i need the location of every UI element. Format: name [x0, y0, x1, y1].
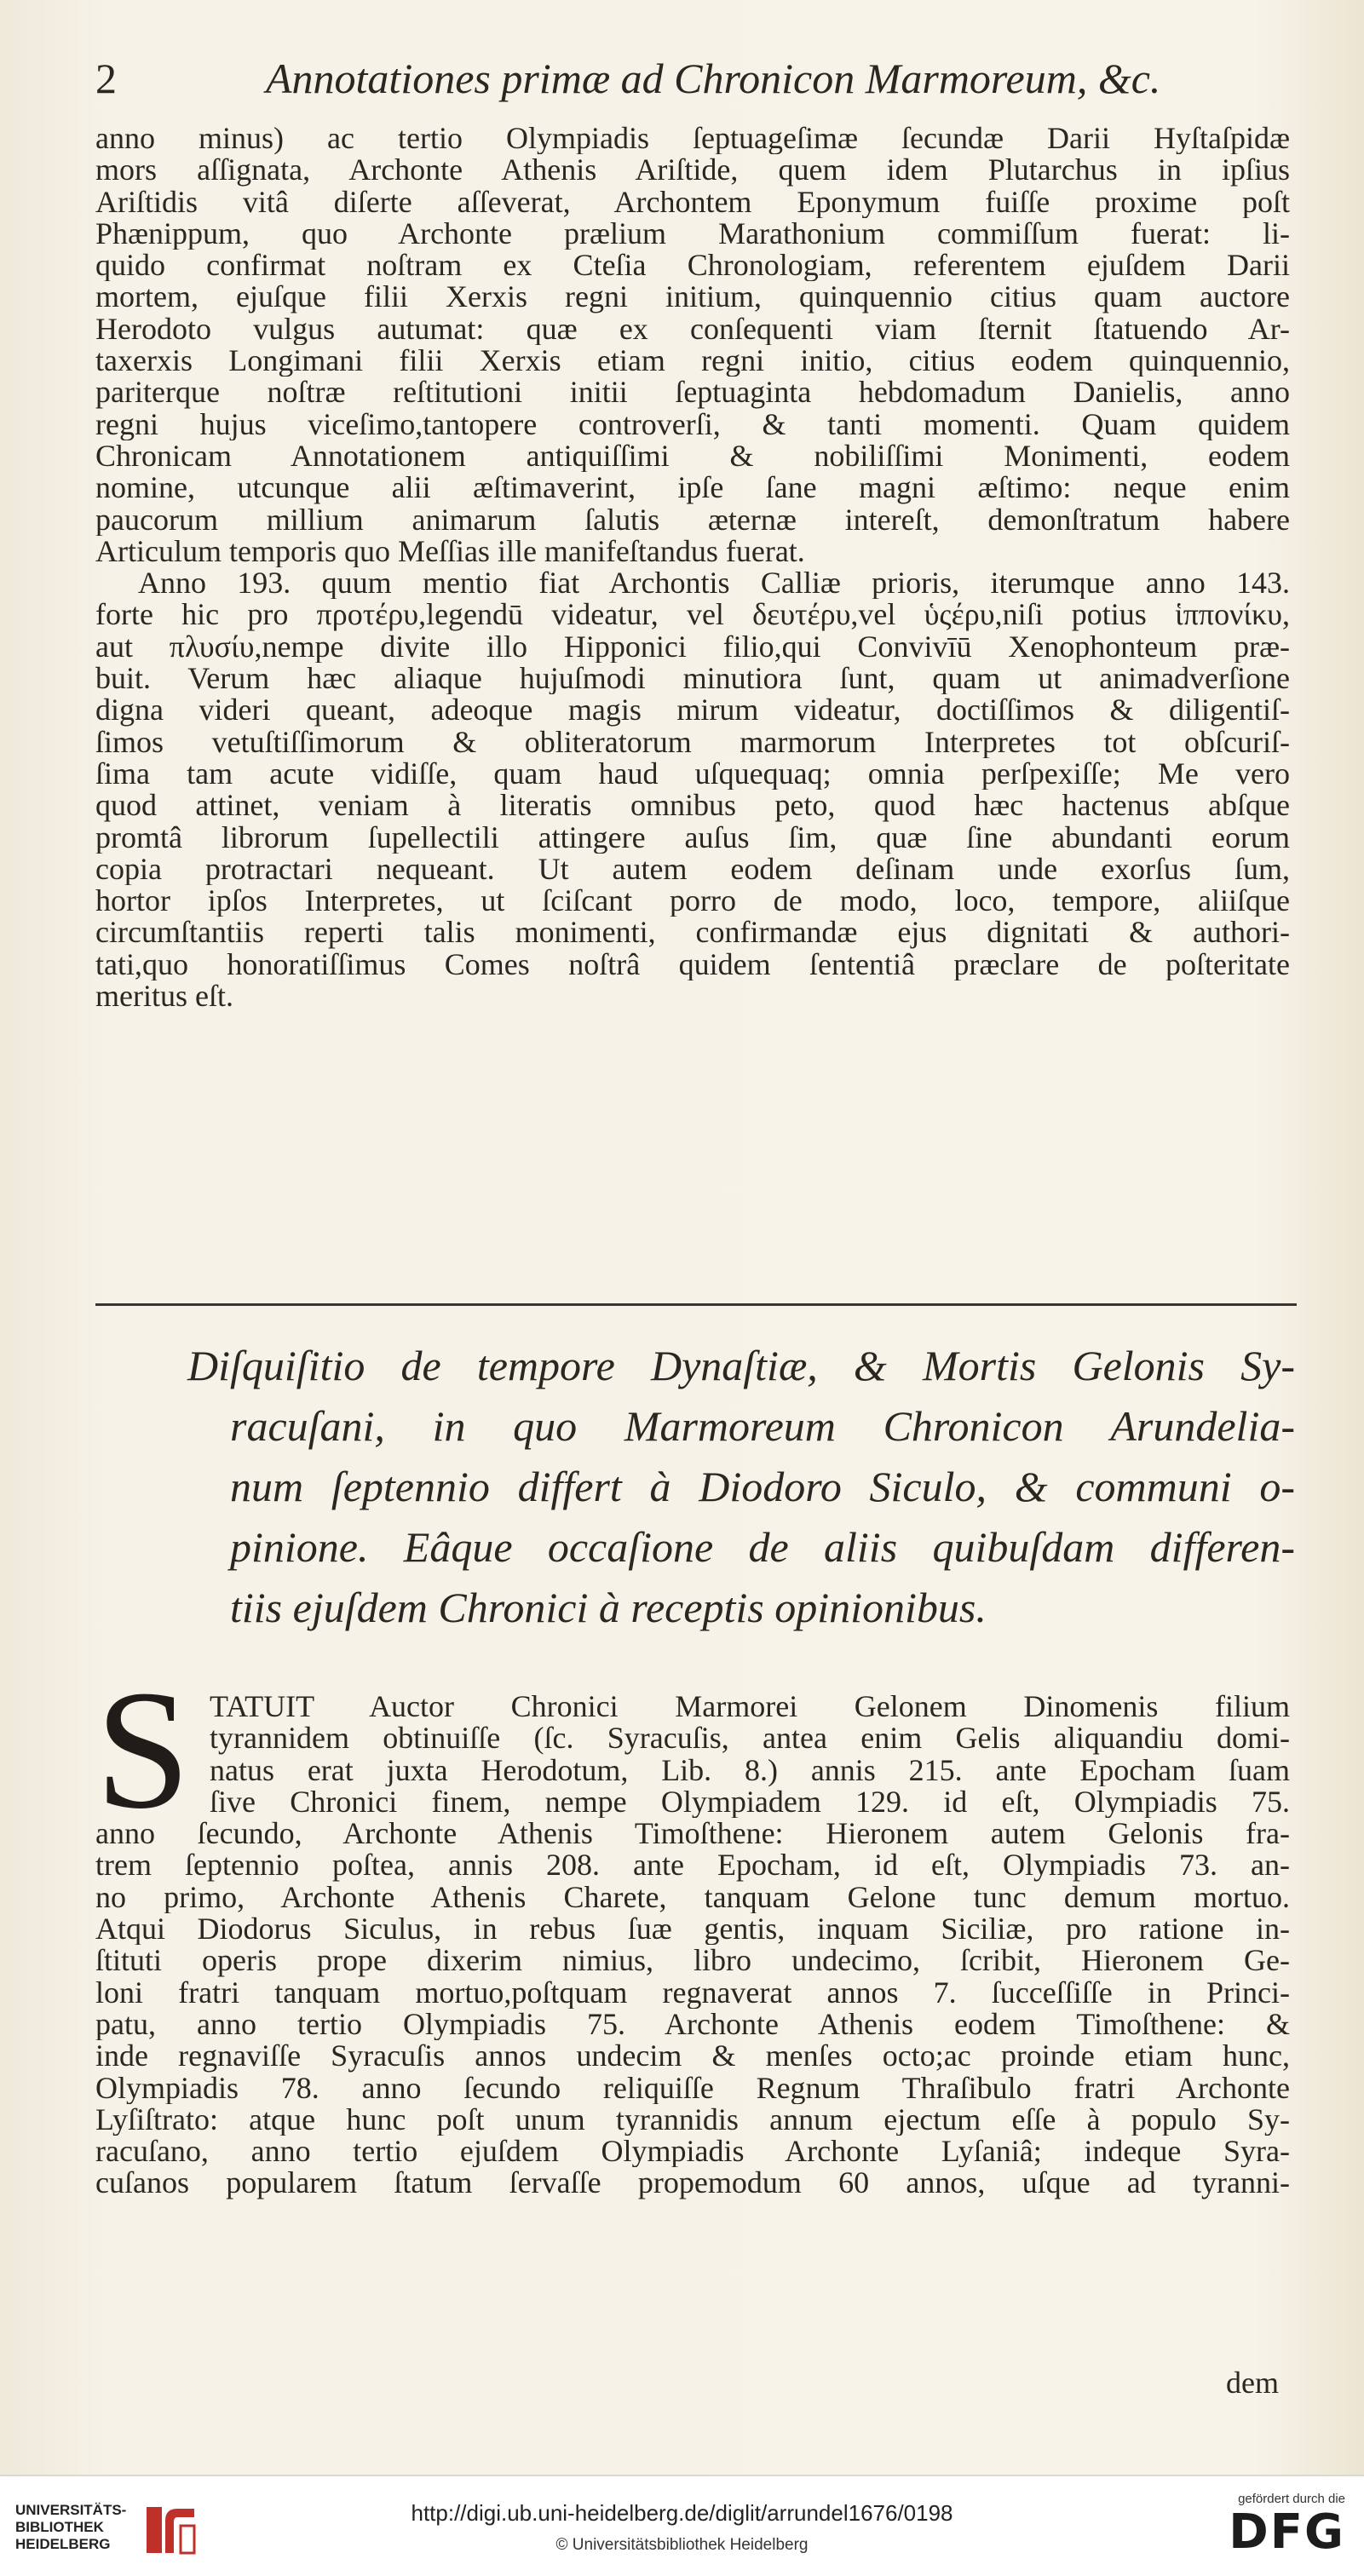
- text-line: nomine, utcunque alii æſtimaverint, ipſe ſane magni æſtimo: neque enim: [95, 472, 1290, 504]
- section-title: [187, 1336, 1295, 1638]
- text-line: meritus eſt.: [95, 980, 233, 1013]
- text-line: Ariſtidis vitâ diſerte aſſeverat, Archontem Eponymum fuiſſe proxime poſt: [95, 186, 1290, 218]
- page-number: 2: [95, 55, 117, 102]
- text-line: mortem, ejuſque filii Xerxis regni initium, quinquennio citius quam auctore: [95, 281, 1290, 313]
- funded-by-label: gefördert durch die: [1238, 2492, 1345, 2506]
- text-line: Phænippum, quo Archonte prælium Marathonium commiſſum fuerat: li-: [95, 217, 1290, 250]
- text-line: buit. Verum hæc aliaque hujuſmodi minutiora ſunt, quam ut animadverſione: [95, 663, 1290, 695]
- body-text-lower: [95, 1691, 1290, 2199]
- text-line: quido confirmat noſtram ex Cteſia Chronologiam, referentem ejuſdem Darii: [95, 250, 1290, 282]
- text-line: ſive Chronici finem, nempe Olympiadem 129. id eſt, Olympiadis 75.: [210, 1785, 1290, 1819]
- text-line: Atqui Diodorus Siculus, in rebus ſuæ gentis, inquam Siciliæ, pro ratione in-: [95, 1913, 1290, 1946]
- text-line: taxerxis Longimani filii Xerxis etiam regni initio, citius eodem quinquennio,: [95, 345, 1290, 377]
- text-line: hortor ipſos Interpretes, ut ſciſcant porro de modo, loco, tempore, aliiſque: [95, 885, 1290, 917]
- text-line: anno minus) ac tertio Olympiadis ſeptuageſimæ ſecundæ Darii Hyſtaſpidæ: [95, 123, 1290, 155]
- library-name: UNIVERSITÄTS- BIBLIOTHEK HEIDELBERG: [15, 2502, 127, 2552]
- text-line: inde regnaviſſe Syracuſis annos undecim & menſes octo;ac proinde etiam hunc,: [95, 2040, 1290, 2073]
- text-line: Herodoto vulgus autumat: quæ ex conſequenti viam ſternit ſtatuendo Ar-: [95, 313, 1290, 346]
- text-line: Articulum temporis quo Meſſias ille manifeſtandus fuerat.: [95, 535, 805, 568]
- text-line: promtâ librorum ſupellectili attingere auſus ſim, quæ ſine abundanti eorum: [95, 821, 1290, 854]
- body-text-upper: [95, 123, 1290, 1012]
- copyright-notice: © Universitätsbibliothek Heidelberg: [555, 2536, 809, 2554]
- text-line: quod attinet, veniam à literatis omnibus peto, quod hæc hactenus abſque: [95, 790, 1290, 822]
- text-line: forte hic pro προτέρυ,legendū videatur, vel δευτέρυ,vel ὑςέρυ,niſi potius ἱππονίκυ,: [95, 599, 1290, 631]
- funder-logo[interactable]: [1209, 2492, 1345, 2568]
- drop-capital: S: [95, 1656, 191, 1844]
- text-line: copia protractari nequeant. Ut autem eodem deſinam unde exorſus ſum,: [95, 853, 1290, 886]
- title-line: num ſeptennio differt à Diodoro Siculo, & communi o-: [230, 1463, 1295, 1510]
- permalink[interactable]: http://digi.ub.uni-heidelberg.de/diglit/arrundel1676/0198: [411, 2500, 953, 2526]
- text-line: circumſtantiis reperti talis monimenti, confirmandæ ejus dignitati & authori-: [95, 917, 1290, 949]
- title-line: racuſani, in quo Marmoreum Chronicon Arundelia-: [230, 1402, 1295, 1450]
- text-line: TATUIT Auctor Chronici Marmorei Gelonem Dinomenis filium: [210, 1691, 1290, 1723]
- text-line: trem ſeptennio poſtea, annis 208. ante Epocham, id eſt, Olympiadis 73. an-: [95, 1849, 1290, 1882]
- text-line: Olympiadis 78. anno ſecundo reliquiſſe Regnum Thraſibulo fratri Archonte: [95, 2072, 1290, 2104]
- text-line: mors aſſignata, Archonte Athenis Ariſtide, quem idem Plutarchus in ipſius: [95, 154, 1290, 187]
- text-line: ſima tam acute vidiſſe, quam haud uſquequaq; omnia perſpexiſſe; Me vero: [95, 757, 1290, 791]
- title-line: pinione. Eâque occaſione de aliis quibuſdam differen-: [230, 1523, 1295, 1571]
- text-line: patu, anno tertio Olympiadis 75. Archonte Athenis eodem Timoſthene: &: [95, 2008, 1290, 2041]
- text-line: Anno 193. quum mentio fiat Archontis Calliæ prioris, iterumque anno 143.: [138, 567, 1290, 600]
- text-line: loni fratri tanquam mortuo,poſtquam regnaverat annos 7. ſucceſſiſſe in Princi-: [95, 1976, 1290, 2009]
- text-line: pariterque noſtræ reſtitutioni initii ſeptuaginta hebdomadum Danielis, anno: [95, 377, 1290, 409]
- text-line: anno ſecundo, Archonte Athenis Timoſthene: Hieronem autem Gelonis fra-: [95, 1818, 1290, 1850]
- text-line: tyrannidem obtinuiſſe (ſc. Syracuſis, antea enim Gelis aliquandiu domi-: [210, 1722, 1290, 1755]
- text-line: digna videri queant, adeoque magis mirum videatur, doctiſſimos & diligentiſ-: [95, 694, 1290, 727]
- text-line: racuſano, anno tertio ejuſdem Olympiadis Archonte Lyſaniâ; indeque Syra-: [95, 2136, 1290, 2168]
- text-line: paucorum millium animarum ſalutis æternæ intereſt, demonſtratum habere: [95, 503, 1290, 536]
- text-line: ſtituti operis prope dixerim nimius, libro undecimo, ſcribit, Hieronem Ge-: [95, 1945, 1290, 1977]
- dfg-logo: DFG: [1229, 2504, 1345, 2560]
- text-line: aut πλυσίυ,nempe divite illo Hipponici filio,qui Convivīū Xenophonteum præ-: [95, 630, 1290, 664]
- title-line: Diſquiſitio de tempore Dynaſtiæ, & Mortis Gelonis Sy-: [187, 1342, 1295, 1389]
- text-line: natus erat juxta Herodotum, Lib. 8.) annis 215. ante Epocham ſuam: [210, 1754, 1290, 1786]
- text-line: ſimos vetuſtiſſimorum & obliteratorum marmorum Interpretes tot obſcuriſ-: [95, 726, 1290, 758]
- section-divider: [95, 1303, 1297, 1306]
- running-title: Annotationes primæ ad Chronicon Marmoreum, &c.: [266, 55, 1161, 102]
- viewer-footer: [0, 2475, 1364, 2576]
- text-line: no primo, Archonte Athenis Charete, tanquam Gelone tunc demum mortuo.: [95, 1881, 1290, 1914]
- text-line: tati,quo honoratiſſimus Comes noſtrâ quidem ſententiâ præclare de poſteritate: [95, 948, 1290, 981]
- title-line: tiis ejuſdem Chronici à receptis opinionibus.: [230, 1584, 987, 1631]
- page-header: [95, 53, 1288, 104]
- catchword: dem: [1226, 2366, 1279, 2400]
- text-line: cuſanos popularem ſtatum ſervaſſe propemodum 60 annos, uſque ad tyranni-: [95, 2167, 1290, 2199]
- text-line: Lyſiſtrato: atque hunc poſt unum tyrannidis annum ejectum eſſe à populo Sy-: [95, 2103, 1290, 2136]
- text-line: Chronicam Annotationem antiquiſſimi & nobiliſſimi Monimenti, eodem: [95, 440, 1290, 473]
- text-line: regni hujus viceſimo,tantopere controverſi, & tanti momenti. Quam quidem: [95, 408, 1290, 440]
